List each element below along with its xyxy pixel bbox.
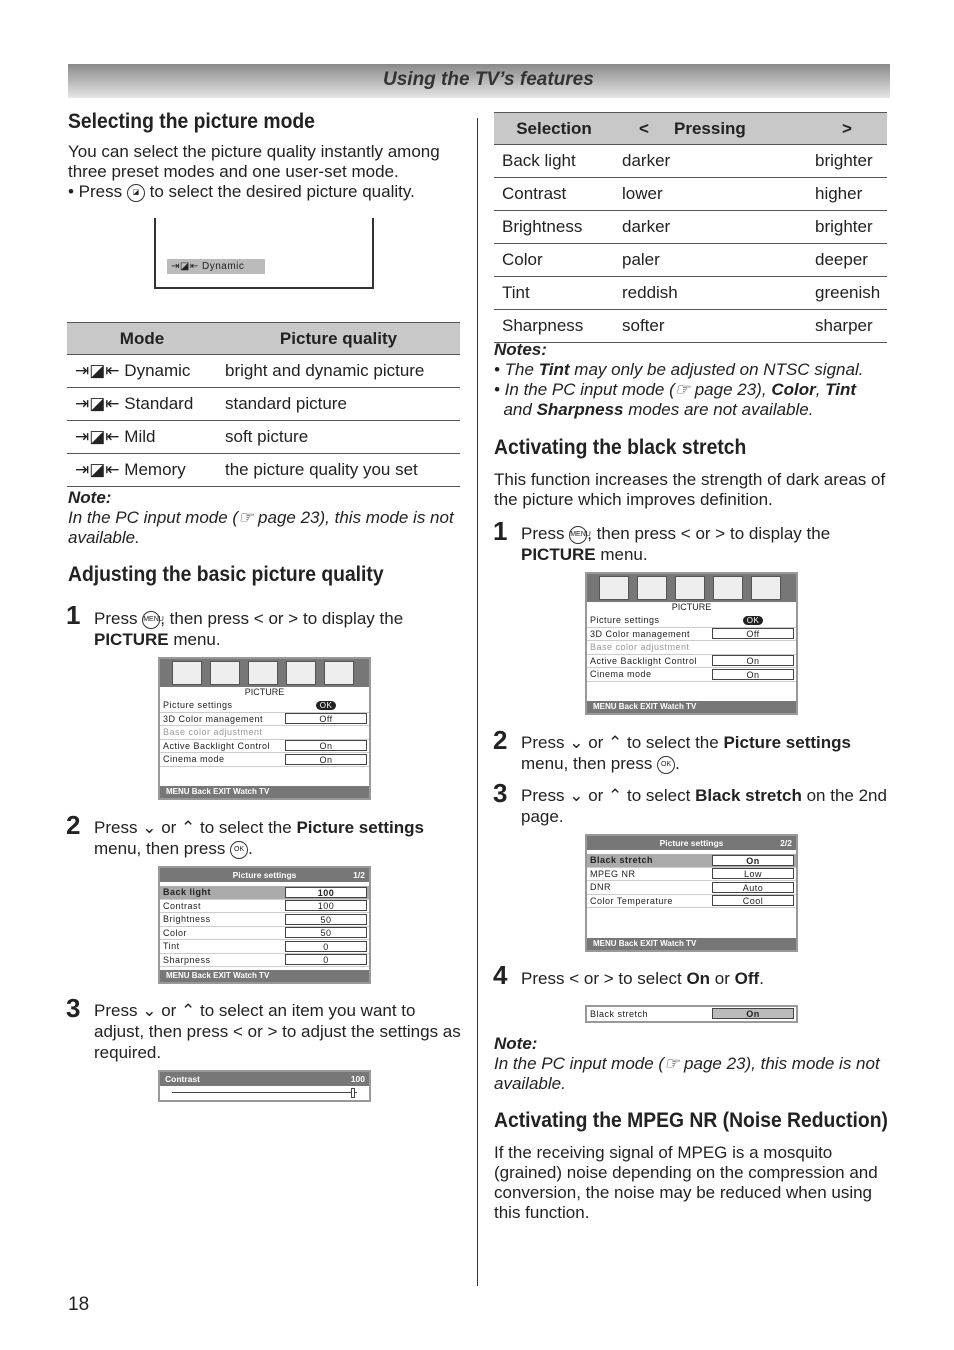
menu-button-icon: MENU xyxy=(142,611,160,629)
picture-icon xyxy=(172,661,202,685)
osd-footer: MENU Back EXIT Watch TV xyxy=(160,786,369,798)
mode-icon: ⇥◪⇤ xyxy=(75,394,120,413)
step-number: 2 xyxy=(493,725,508,755)
contrast-slider-osd: Contrast 100 xyxy=(158,1070,371,1102)
menu-button-icon: MENU xyxy=(569,526,587,544)
picture-settings-osd: Picture settings 1/2 Back light 100 Contrast 100 Brightness 50 Color 50 Tint 0 Sharpness 0 MENU Back EXIT Watch TV xyxy=(158,866,371,984)
step-number: 4 xyxy=(493,960,508,990)
mode-osd-box xyxy=(154,218,374,289)
audio-icon xyxy=(637,576,667,600)
mode-icon: ⇥◪⇤ xyxy=(75,460,120,479)
table-row: Back light darker brighter xyxy=(494,145,887,178)
adjust-table: Selection < Pressing > Back light darker brighter Contrast lower higher Brightness darker brighter Color paler deeper Tint reddish greenish Sharpness softer sharper xyxy=(494,112,887,343)
note-text: In the PC input mode (☞ page 23), this mode is not available. xyxy=(68,508,454,547)
step-text: Press MENU, then press < or > to display the PICTURE menu. xyxy=(521,524,831,564)
table-row: ⇥◪⇤ Mild soft picture xyxy=(67,421,460,454)
table-row: Contrast lower higher xyxy=(494,178,887,211)
picture-icon xyxy=(599,576,629,600)
step-number: 1 xyxy=(493,516,508,546)
black-stretch-osd: Black stretch On xyxy=(585,1005,798,1023)
setup-icon xyxy=(675,576,705,600)
osd-title: PICTURE xyxy=(244,687,285,697)
step-text: Press ⌄ or ⌃ to select an item you want to adjust, then press < or > to adjust the settings as required. xyxy=(94,1001,461,1062)
table-row: ⇥◪⇤ Dynamic bright and dynamic picture xyxy=(67,355,460,388)
mode-icon: ⇥◪⇤ xyxy=(171,261,199,272)
section-title: Activating the MPEG NR (Noise Reduction) xyxy=(494,1109,888,1132)
notes-block: Notes: • The Tint may only be adjusted on NTSC signal. • In the PC input mode (☞ page 23), Color, Tint and Sharpness modes are not available. xyxy=(494,340,864,419)
mode-icon: ⇥◪⇤ xyxy=(75,427,120,446)
table-row: ⇥◪⇤ Memory the picture quality you set xyxy=(67,454,460,487)
table-row: Tint reddish greenish xyxy=(494,277,887,310)
picture-settings-page2-osd: Picture settings 2/2 Black stretch On MPEG NR Low DNR Auto Color Temperature Cool MENU Back EXIT Watch TV xyxy=(585,834,798,952)
step-number: 1 xyxy=(66,600,81,630)
step-text: Press < or > to select On or Off. xyxy=(521,969,764,988)
picture-mode-button-icon: ◪ xyxy=(127,184,145,202)
table-row: Brightness darker brighter xyxy=(494,211,887,244)
section-title: Adjusting the basic picture quality xyxy=(68,563,384,586)
tools-icon xyxy=(324,661,354,685)
bullet: • Press ◪ to select the desired picture quality. xyxy=(68,182,415,201)
tools-icon xyxy=(751,576,781,600)
ok-button-icon: OK xyxy=(230,841,248,859)
step-text: Press ⌄ or ⌃ to select the Picture settings menu, then press OK . xyxy=(521,733,851,773)
section-title: Selecting the picture mode xyxy=(68,110,315,133)
left-column xyxy=(68,110,463,202)
timer-icon xyxy=(286,661,316,685)
paragraph: This function increases the strength of dark areas of the picture which improves definition. xyxy=(494,470,886,509)
paragraph: If the receiving signal of MPEG is a mosquito (grained) noise depending on the compression and conversion, the noise may be reduced when using this function. xyxy=(494,1143,878,1222)
timer-icon xyxy=(713,576,743,600)
step-number: 2 xyxy=(66,810,81,840)
table-row: Sharpness softer sharper xyxy=(494,310,887,343)
picture-menu-osd: PICTURE Picture settings OK 3D Color management Off Base color adjustment Active Backlight Control On Cinema mode On MENU Back EXIT Watch TV xyxy=(158,657,371,800)
table-header: Picture quality xyxy=(217,323,460,355)
mode-table xyxy=(67,322,460,487)
audio-icon xyxy=(210,661,240,685)
table-row: ⇥◪⇤ Standard standard picture xyxy=(67,388,460,421)
setup-icon xyxy=(248,661,278,685)
osd-mode-label: Dynamic xyxy=(202,261,245,272)
section-banner xyxy=(68,64,890,98)
paragraph: You can select the picture quality instantly among three preset modes and one user-set mode. xyxy=(68,142,440,181)
banner-title: Using the TV’s features xyxy=(383,69,594,90)
note-block xyxy=(68,488,463,548)
step-text: Press ⌄ or ⌃ to select Black stretch on the 2nd page. xyxy=(521,786,887,826)
picture-menu-osd-2: PICTURE Picture settings OK 3D Color management Off Base color adjustment Active Backlight Control On Cinema mode On MENU Back EXIT Watch TV xyxy=(585,572,798,715)
osd-footer: MENU Back EXIT Watch TV xyxy=(160,970,369,982)
step-number: 3 xyxy=(66,993,81,1023)
column-divider xyxy=(477,118,478,1286)
table-row: Color paler deeper xyxy=(494,244,887,277)
step-text: Press ⌄ or ⌃ to select the Picture settings menu, then press OK . xyxy=(94,818,424,858)
table-header: Mode xyxy=(67,323,217,355)
ok-button-icon: OK xyxy=(657,756,675,774)
mode-icon: ⇥◪⇤ xyxy=(75,361,120,380)
note-block-2: Note: In the PC input mode (☞ page 23), this mode is not available. xyxy=(494,1034,880,1093)
section-title: Activating the black stretch xyxy=(494,436,747,459)
note-title: Note: xyxy=(68,488,112,507)
page-number: 18 xyxy=(68,1294,90,1315)
menu-icon-bar xyxy=(160,659,369,687)
step-text: Press MENU, then press < or > to display the PICTURE menu. xyxy=(94,609,404,649)
step-number: 3 xyxy=(493,778,508,808)
